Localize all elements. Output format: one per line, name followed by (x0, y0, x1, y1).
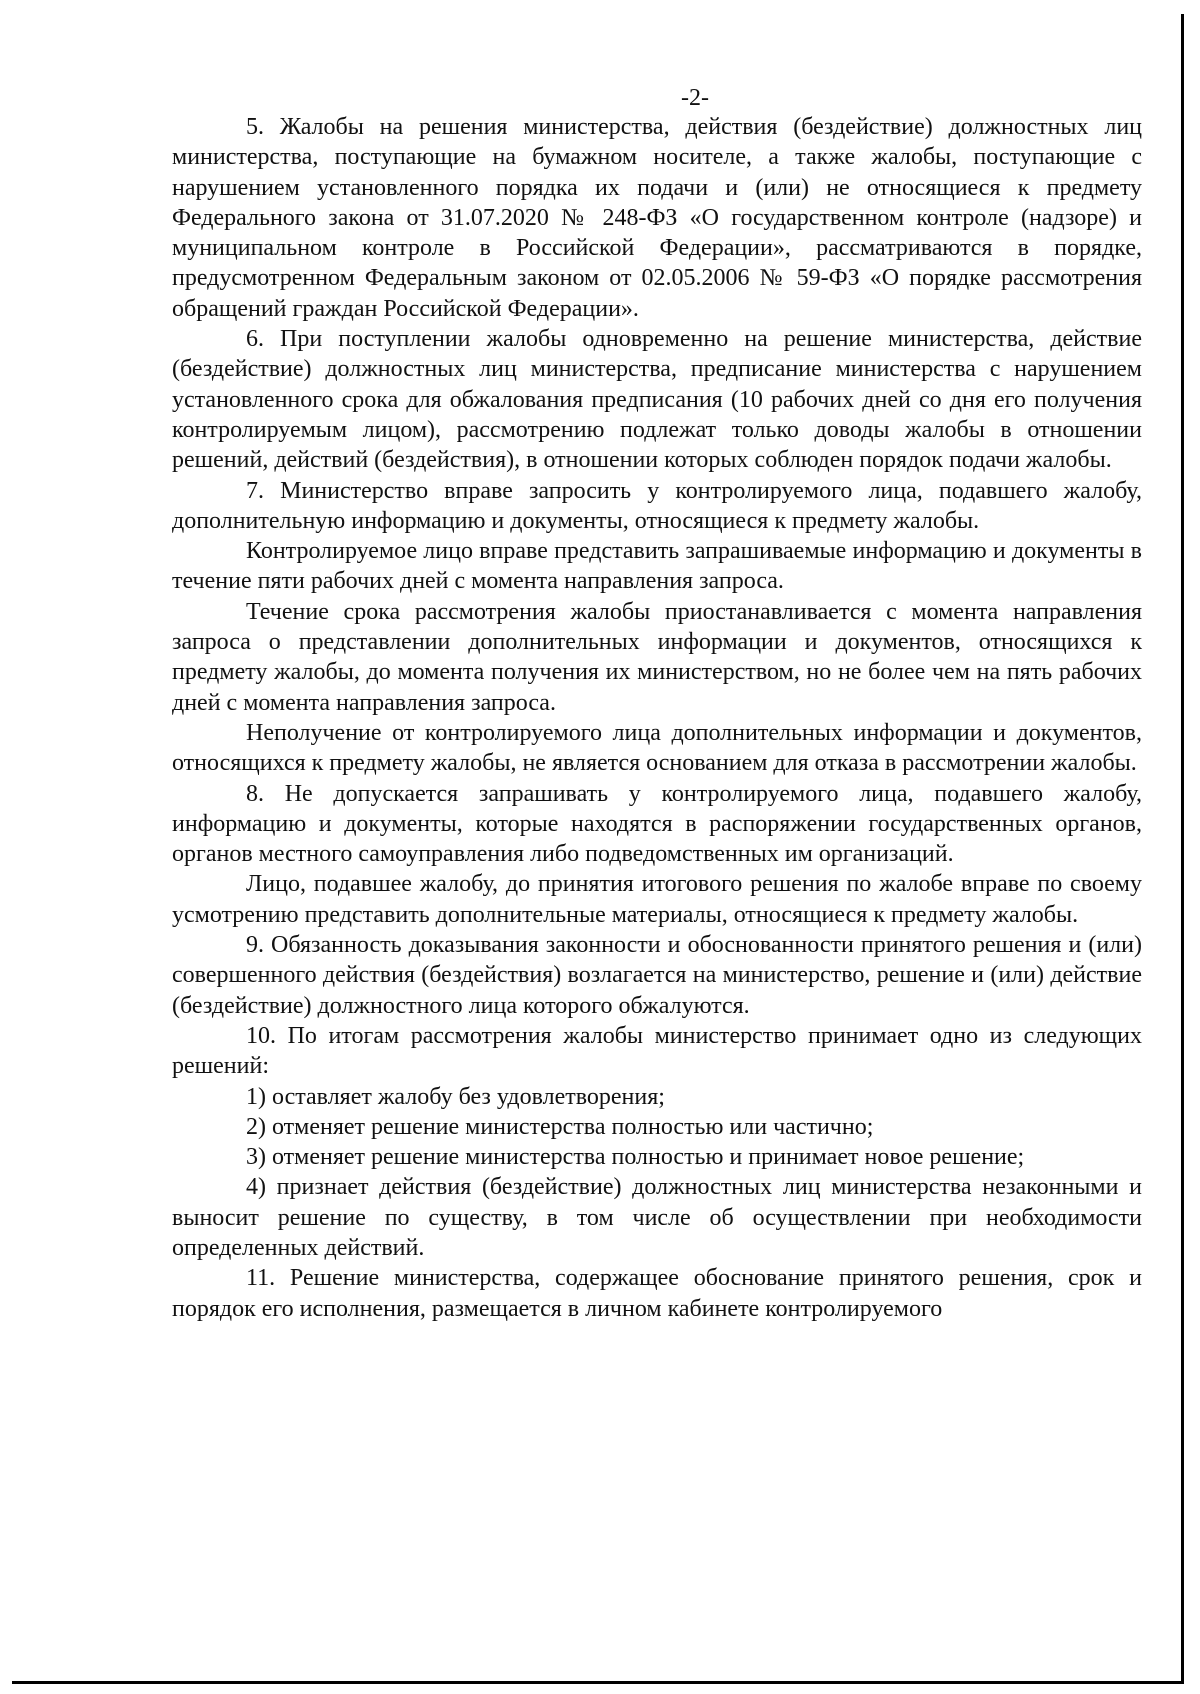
paragraph-10: 10. По итогам рассмотрения жалобы министерство принимает одно из следующих решений: (172, 1022, 1142, 1080)
page-number: -2- (681, 85, 709, 111)
paragraph-7-non-receipt: Неполучение от контролируемого лица дополнительных информации и документов, относящихся к предмету жалобы, не является основанием для отказа в рассмотрении жалобы. (172, 719, 1142, 777)
paragraph-7-term-suspension: Течение срока рассмотрения жалобы приостанавливается с момента направления запроса о представлении дополнительных информации и документов, относящихся к предмету жалобы, до момента получения их министерством, но не более чем на пять рабочих дней с момента направления запроса. (172, 598, 1142, 716)
decision-item-1: 1) оставляет жалобу без удовлетворения; (246, 1083, 665, 1110)
decision-item-4: 4) признает действия (бездействие) должностных лиц министерства незаконными и выносит решение по существу, в том числе об осуществлении при необходимости определенных действий. (172, 1174, 1142, 1261)
paragraph-11: 11. Решение министерства, содержащее обоснование принятого решения, срок и порядок его исполнения, размещается в личном кабинете контролируемого (172, 1265, 1142, 1322)
paragraph-7-right-to-provide: Контролируемое лицо вправе представить запрашиваемые информацию и документы в течение пяти рабочих дней с момента направления запроса. (172, 538, 1142, 595)
paragraph-6: 6. При поступлении жалобы одновременно на решение министерства, действие (бездействие) должностных лиц министерства, предписание министерства с нарушением установленного срока для обжалования предписания (10 рабочих дней со дня его получения контролируемым лицом), рассмотрению подлежат только доводы жалобы в отношении решений, действий (бездействия), в отношении которых соблюден порядок подачи жалобы. (172, 326, 1142, 474)
decision-item-2: 2) отменяет решение министерства полностью или частично; (246, 1113, 874, 1140)
decision-item-3: 3) отменяет решение министерства полностью и принимает новое решение; (246, 1144, 1025, 1171)
paragraph-8-additional-materials: Лицо, подавшее жалобу, до принятия итогового решения по жалобе вправе по своему усмотрению представить дополнительные материалы, относящиеся к предмету жалобы. (172, 871, 1142, 928)
paragraph-5: 5. Жалобы на решения министерства, действия (бездействие) должностных лиц министерства, поступающие на бумажном носителе, а также жалобы, поступающие с нарушением установленного порядка их подачи и (или) не относящиеся к предмету Федерального закона от 31.07.2020 № 248-ФЗ «О государственном контроле (надзоре) и муниципальном контроле в Российской Федерации», рассматриваются в порядке, предусмотренном Федеральным законом от 02.05.2006 № 59-ФЗ «О порядке рассмотрения обращений граждан Российской Федерации». (172, 114, 1142, 322)
document-body (172, 112, 1142, 1324)
paragraph-8: 8. Не допускается запрашивать у контролируемого лица, подавшего жалобу, информацию и документы, которые находятся в распоряжении государственных органов, органов местного самоуправления либо подведомственных им организаций. (172, 780, 1142, 868)
paragraph-9: 9. Обязанность доказывания законности и обоснованности принятого решения и (или) совершенного действия (бездействия) возлагается на министерство, решение и (или) действие (бездействие) должностного лица которого обжалуются. (172, 932, 1142, 1019)
paragraph-7: 7. Министерство вправе запросить у контролируемого лица, подавшего жалобу, дополнительную информацию и документы, относящиеся к предмету жалобы. (172, 477, 1142, 534)
